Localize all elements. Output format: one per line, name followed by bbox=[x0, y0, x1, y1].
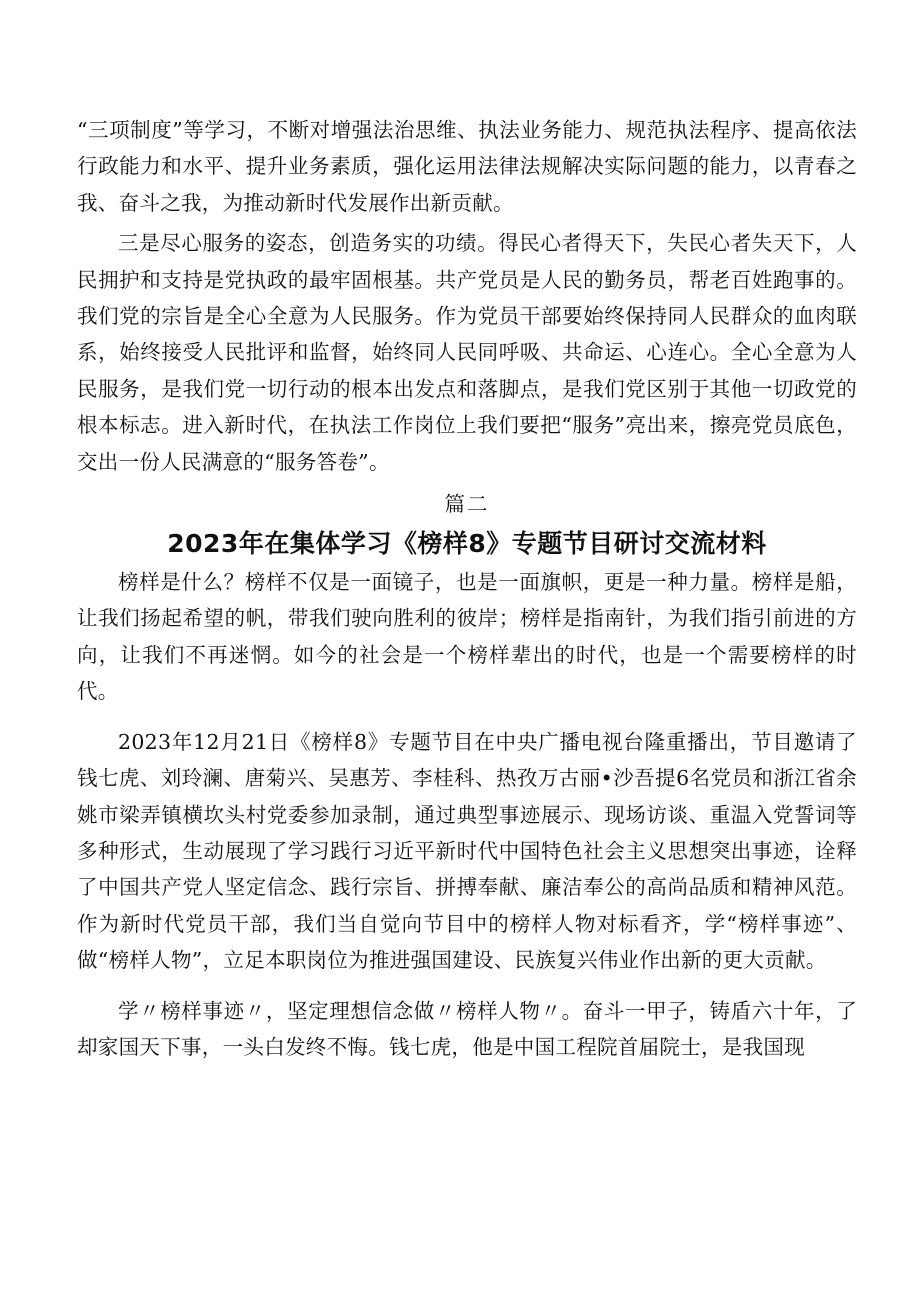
document-page bbox=[77, 112, 857, 1065]
section-label: 篇二 bbox=[444, 492, 490, 517]
body-paragraph: 2023年12月21日《榜样8》专题节目在中央广播电视台隆重播出，节目邀请了钱七虎、刘玲澜、唐菊兴、吴惠芳、李桂科、热孜万古丽•沙吾提6名党员和浙江省余姚市梁弄镇横坎头村党委参加录制，通过典型事迹展示、现场访谈、重温入党誓词等多种形式，生动展现了学习践行习近平新时代中国特色社会主义思想突出事迹，诠释了中国共产党人坚定信念、践行宗旨、拼搏奉献、廉洁奉公的高尚品质和精神风范。作为新时代党员干部，我们当自觉向节目中的榜样人物对标看齐，学“榜样事迹”、做“榜样人物”，立足本职岗位为推进强国建设、民族复兴伟业作出新的更大贡献。 bbox=[77, 729, 857, 973]
body-paragraph: 榜样是什么？榜样不仅是一面镜子，也是一面旗帜，更是一种力量。榜样是船，让我们扬起希望的帆，带我们驶向胜利的彼岸；榜样是指南针，为我们指引前进的方向，让我们不再迷惘。如今的社会是一个榜样辈出的时代，也是一个需要榜样的时代。 bbox=[77, 570, 857, 704]
body-paragraph: 学〃榜样事迹〃，坚定理想信念做〃榜样人物〃。奋斗一甲子，铸盾六十年，了却家国天下事，一头白发终不悔。钱七虎，他是中国工程院首届院士，是我国现 bbox=[77, 998, 857, 1059]
document-title: 2023年在集体学习《榜样8》专题节目研讨交流材料 bbox=[167, 529, 767, 559]
body-paragraph: “三项制度”等学习，不断对增强法治思维、执法业务能力、规范执法程序、提高依法行政能力和水平、提升业务素质，强化运用法律法规解决实际问题的能力，以青春之我、奋斗之我，为推动新时代发展作出新贡献。 bbox=[77, 118, 857, 215]
body-paragraph: 三是尽心服务的姿态，创造务实的功绩。得民心者得天下，失民心者失天下，人民拥护和支持是党执政的最牢固根基。共产党员是人民的勤务员，帮老百姓跑事的。我们党的宗旨是全心全意为人民服务。作为党员干部要始终保持同人民群众的血肉联系，始终接受人民批评和监督，始终同人民同呼吸、共命运、心连心。全心全意为人民服务，是我们党一切行动的根本出发点和落脚点，是我们党区别于其他一切政党的根本标志。进入新时代，在执法工作岗位上我们要把“服务”亮出来，擦亮党员底色，交出一份人民满意的“服务答卷”。 bbox=[77, 231, 857, 474]
